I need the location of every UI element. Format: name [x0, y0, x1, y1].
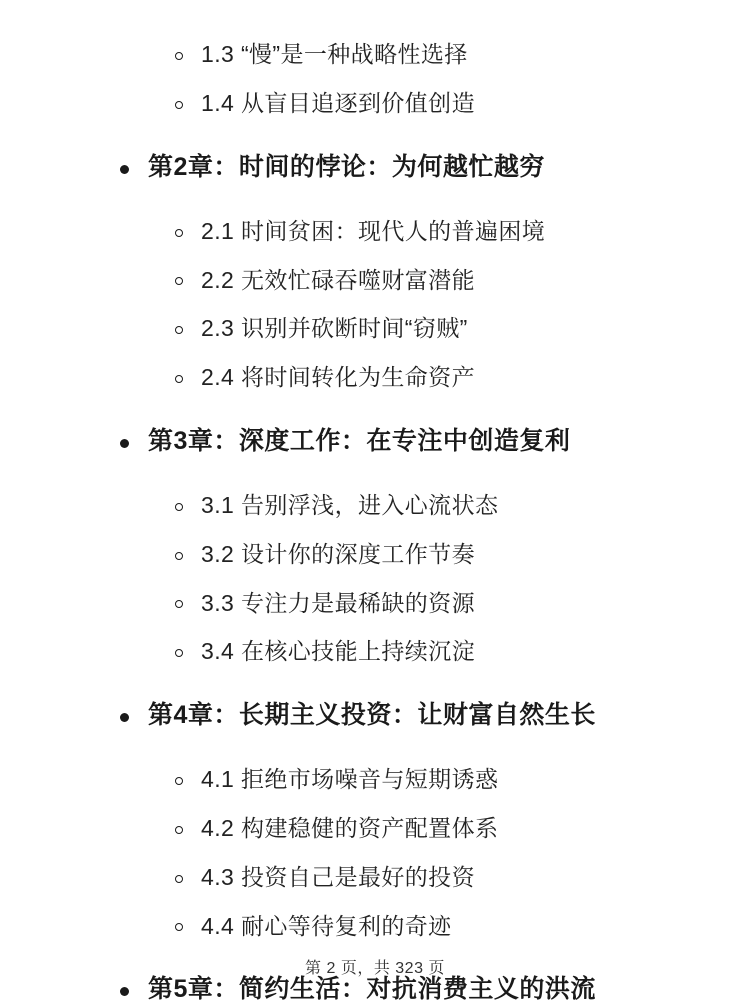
page-footer: 第 2 页，共 323 页 — [305, 960, 445, 977]
hollow-bullet-icon — [175, 503, 183, 511]
spacer — [50, 666, 700, 700]
filled-bullet-icon — [120, 439, 129, 448]
spacer — [50, 843, 700, 863]
toc-entry-label: 4.2 构建稳健的资产配置体系 — [201, 815, 499, 841]
hollow-bullet-icon — [175, 552, 183, 560]
hollow-bullet-icon — [175, 52, 183, 60]
spacer — [50, 457, 700, 491]
toc-entry-section[interactable] — [175, 814, 700, 843]
hollow-bullet-icon — [175, 826, 183, 834]
toc-entry-section[interactable] — [175, 363, 700, 392]
toc-entry-section[interactable] — [175, 765, 700, 794]
toc-entry-label: 4.4 耐心等待复利的奇迹 — [201, 912, 452, 939]
hollow-bullet-icon — [175, 101, 183, 109]
toc-entry-section[interactable] — [175, 491, 700, 520]
toc-entry-chapter[interactable] — [120, 700, 700, 731]
toc-entry-label: 1.3 “慢”是一种战略性选择 — [201, 41, 468, 67]
spacer — [50, 392, 700, 426]
toc-entry-section[interactable] — [175, 540, 700, 569]
spacer — [50, 731, 700, 765]
toc-entry-label: 4.1 拒绝市场噪音与短期诱惑 — [201, 766, 499, 793]
hollow-bullet-icon — [175, 229, 183, 237]
toc-entry-chapter[interactable] — [120, 974, 700, 1005]
hollow-bullet-icon — [175, 600, 183, 608]
toc-entry-section[interactable] — [175, 217, 700, 246]
spacer — [50, 294, 700, 314]
hollow-bullet-icon — [175, 326, 183, 334]
spacer — [50, 246, 700, 266]
toc-entry-label: 第4章：长期主义投资：让财富自然生长 — [148, 701, 596, 729]
toc-entry-section[interactable] — [175, 637, 700, 666]
toc-entry-label: 2.1 时间贫困：现代人的普遍困境 — [201, 217, 546, 244]
toc-entry-label: 2.4 将时间转化为生命资产 — [201, 364, 475, 390]
toc-entry-section[interactable] — [175, 863, 700, 892]
spacer — [50, 69, 700, 89]
spacer — [50, 617, 700, 637]
toc-entry-section[interactable] — [175, 314, 700, 343]
spacer — [50, 892, 700, 912]
toc-entry-label: 3.3 专注力是最稀缺的资源 — [201, 589, 475, 616]
hollow-bullet-icon — [175, 277, 183, 285]
filled-bullet-icon — [120, 713, 129, 722]
toc-entry-section[interactable] — [175, 266, 700, 295]
toc-entry-label: 第3章：深度工作：在专注中创造复利 — [148, 426, 571, 455]
toc-entry-label: 3.1 告别浮浅，进入心流状态 — [201, 492, 499, 518]
toc-entry-label: 2.2 无效忙碌吞噬财富潜能 — [201, 266, 475, 293]
toc-entry-label: 3.2 设计你的深度工作节奏 — [201, 540, 475, 567]
toc-entry-section[interactable] — [175, 40, 700, 69]
table-of-contents — [50, 40, 700, 1006]
toc-entry-label: 3.4 在核心技能上持续沉淀 — [201, 638, 475, 665]
hollow-bullet-icon — [175, 375, 183, 383]
toc-entry-label: 4.3 投资自己是最好的投资 — [201, 863, 475, 890]
hollow-bullet-icon — [175, 777, 183, 785]
toc-entry-label: 1.4 从盲目追逐到价值创造 — [201, 89, 475, 116]
filled-bullet-icon — [120, 987, 129, 996]
filled-bullet-icon — [120, 165, 129, 174]
toc-entry-chapter[interactable] — [120, 426, 700, 457]
toc-entry-chapter[interactable] — [120, 152, 700, 183]
toc-entry-label: 第5章：简约生活：对抗消费主义的洪流 — [148, 975, 596, 1004]
spacer — [50, 343, 700, 363]
toc-entry-label: 第2章：时间的悖论：为何越忙越穷 — [148, 152, 545, 181]
hollow-bullet-icon — [175, 923, 183, 931]
toc-entry-section[interactable] — [175, 89, 700, 118]
spacer — [50, 794, 700, 814]
spacer — [50, 118, 700, 152]
spacer — [50, 183, 700, 217]
hollow-bullet-icon — [175, 649, 183, 657]
toc-entry-section[interactable] — [175, 589, 700, 618]
toc-entry-section[interactable] — [175, 912, 700, 941]
spacer — [50, 569, 700, 589]
spacer — [50, 520, 700, 540]
toc-entry-label: 2.3 识别并砍断时间“窃贼” — [201, 315, 468, 342]
hollow-bullet-icon — [175, 875, 183, 883]
